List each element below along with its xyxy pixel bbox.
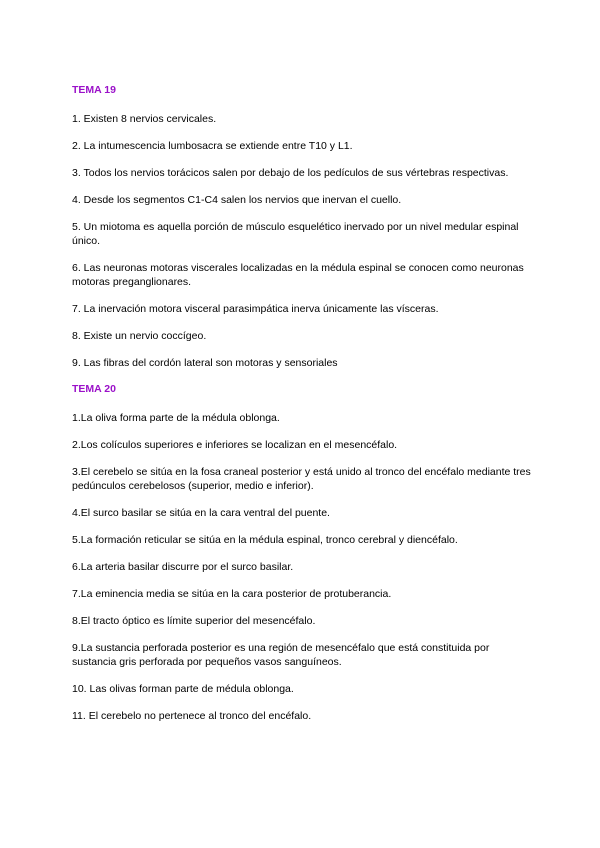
list-item: 5.La formación reticular se sitúa en la médula espinal, tronco cerebral y diencéfalo.	[72, 534, 458, 546]
list-item: 1.La oliva forma parte de la médula oblonga.	[72, 412, 280, 424]
list-item: 7. La inervación motora visceral parasimpática inerva únicamente las vísceras.	[72, 303, 439, 315]
document-page	[72, 84, 532, 736]
list-item: 11. El cerebelo no pertenece al tronco del encéfalo.	[72, 710, 312, 722]
list-item: 10. Las olivas forman parte de médula oblonga.	[72, 683, 294, 695]
list-item: 7.La eminencia media se sitúa en la cara posterior de protuberancia.	[72, 588, 392, 600]
section-title: TEMA 20	[72, 383, 116, 395]
list-item: 4. Desde los segmentos C1-C4 salen los nervios que inervan el cuello.	[72, 194, 402, 206]
section-tema-19	[72, 84, 532, 370]
list-item: 9. Las fibras del cordón lateral son motoras y sensoriales	[72, 357, 338, 369]
list-item: 5. Un miotoma es aquella porción de músculo esquelético inervado por un nivel medular espinal único.	[72, 221, 519, 247]
list-item: 2.Los colículos superiores e inferiores se localizan en el mesencéfalo.	[72, 439, 398, 451]
list-item: 4.El surco basilar se sitúa en la cara ventral del puente.	[72, 507, 330, 519]
list-item: 8. Existe un nervio coccígeo.	[72, 330, 207, 342]
section-tema-20	[72, 383, 532, 723]
list-item: 3. Todos los nervios torácicos salen por debajo de los pedículos de sus vértebras respectivas.	[72, 167, 509, 179]
list-item: 6. Las neuronas motoras viscerales localizadas en la médula espinal se conocen como neuronas motoras preganglionares.	[72, 262, 524, 288]
list-item: 8.El tracto óptico es límite superior del mesencéfalo.	[72, 615, 316, 627]
list-item: 2. La intumescencia lumbosacra se extiende entre T10 y L1.	[72, 140, 353, 152]
list-item: 1. Existen 8 nervios cervicales.	[72, 113, 217, 125]
section-title: TEMA 19	[72, 84, 116, 96]
list-item: 6.La arteria basilar discurre por el surco basilar.	[72, 561, 294, 573]
list-item: 9.La sustancia perforada posterior es una región de mesencéfalo que está constituida por sustancia gris perforada por pequeños vasos sanguíneos.	[72, 642, 490, 668]
list-item: 3.El cerebelo se sitúa en la fosa craneal posterior y está unido al tronco del encéfalo mediante tres pedúnculos cerebelosos (superior, medio e inferior).	[72, 466, 531, 492]
